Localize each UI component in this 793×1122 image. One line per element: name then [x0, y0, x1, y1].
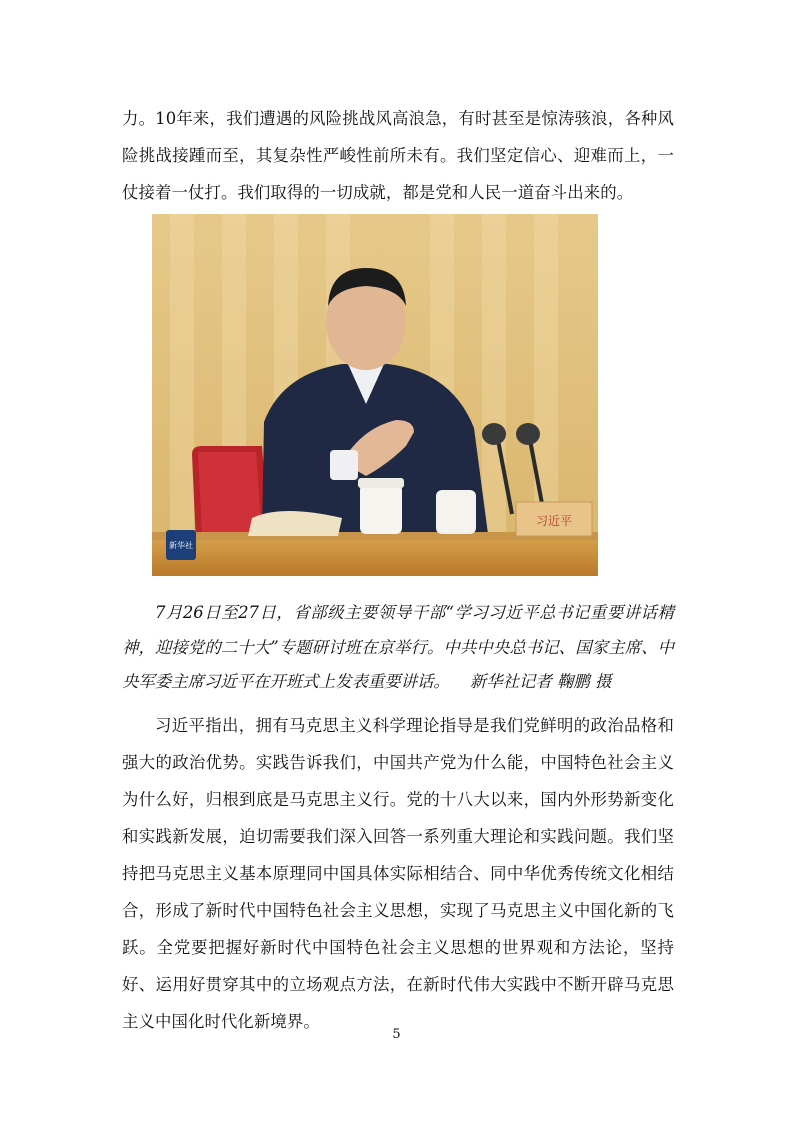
caption-text: 7月26日至27日，省部级主要领导干部“学习习近平总书记重要讲话精神，迎接党的二十大”专题研讨班在京举行。中共中央总书记、国家主席、中央军委主席习近平在开班式上发表重要讲话。 — [122, 603, 674, 691]
body-paragraph-1: 力。10年来，我们遭遇的风险挑战风高浪急，有时甚至是惊涛骇浪，各种风险挑战接踵而至，其复杂性严峻性前所未有。我们坚定信心、迎难而上，一仗接着一仗打。我们取得的一切成就，都是党和人民一道奋斗出来的。 — [122, 109, 674, 202]
nameplate-text: 习近平 — [535, 514, 573, 528]
caption-credit: 新华社记者 鞠鹏 摄 — [469, 672, 612, 691]
watermark-logo-text: 新华社 — [169, 541, 193, 550]
body-paragraph-2: 习近平指出，拥有马克思主义科学理论指导是我们党鲜明的政治品格和强大的政治优势。实践告诉我们，中国共产党为什么能，中国特色社会主义为什么好，归根到底是马克思主义行。党的十八大以来，国内外形势新变化和实践新发展，迫切需要我们深入回答一系列重大理论和实践问题。我们坚持把马克思主义基本原理同中国具体实际相结合、同中华优秀传统文化相结合，形成了新时代中国特色社会主义思想，实现了马克思主义中国化新的飞跃。全党要把握好新时代中国特色社会主义思想的世界观和方法论，坚持好、运用好贯穿其中的立场观点方法，在新时代伟大实践中不断开辟马克思主义中国化时代化新境界。 — [122, 716, 674, 1031]
photo-illustration — [152, 214, 598, 576]
news-photo — [152, 214, 598, 576]
page-number: 5 — [392, 1027, 401, 1042]
photo-caption — [122, 596, 674, 700]
